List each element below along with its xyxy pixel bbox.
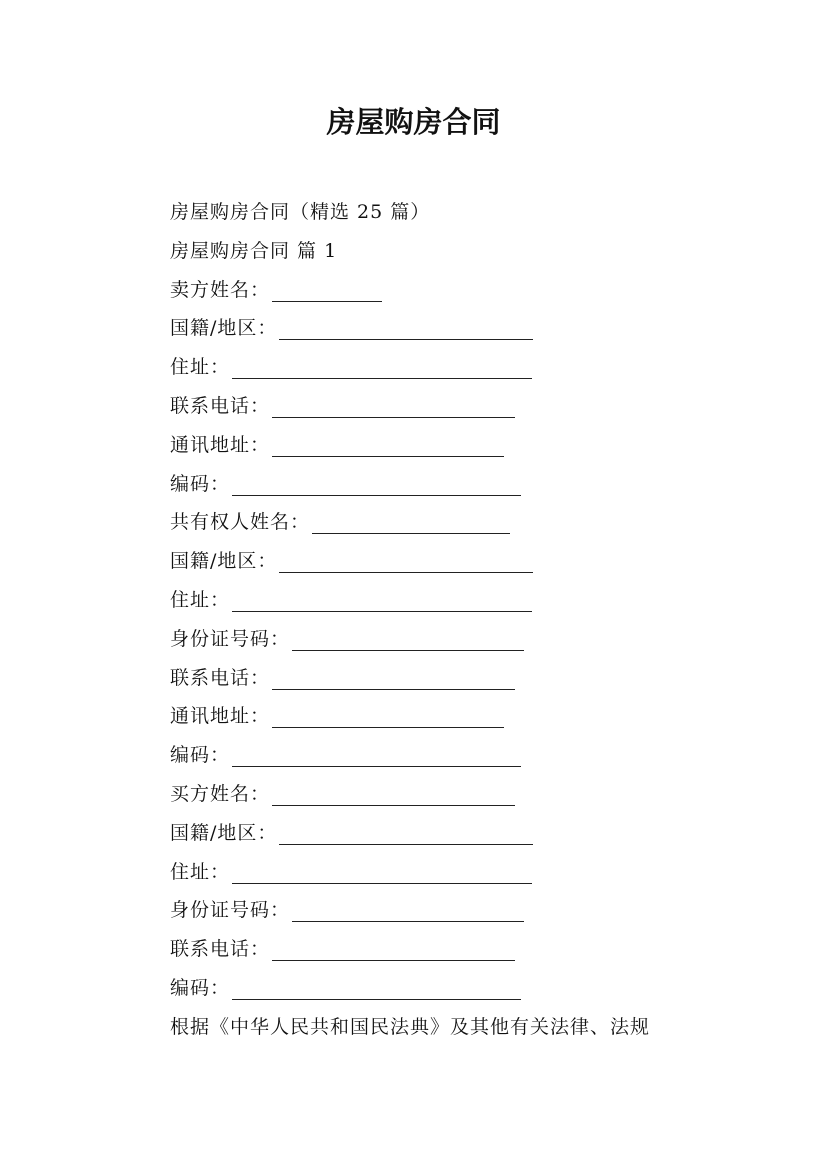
- field-label: 共有权人姓名：: [170, 511, 311, 534]
- form-field-line: [170, 620, 730, 659]
- fill-in-blank: [279, 814, 533, 845]
- paragraph-text: 房屋购房合同（精选 25 篇）: [170, 201, 431, 223]
- form-field-line: [170, 930, 730, 969]
- fill-in-blank: [312, 503, 510, 534]
- field-label: 通讯地址：: [170, 433, 271, 456]
- form-field-line: [170, 853, 730, 892]
- form-field-line: [170, 387, 730, 426]
- field-label: 通讯地址：: [170, 705, 271, 728]
- paragraph-text: 房屋购房合同 篇 1: [170, 239, 338, 262]
- fill-in-blank: [272, 930, 515, 961]
- field-label: 住址：: [170, 860, 231, 883]
- field-label: 编码：: [170, 472, 231, 495]
- field-label: 住址：: [170, 588, 231, 611]
- paragraph-text: 根据《中华人民共和国民法典》及其他有关法律、法规: [170, 1015, 651, 1038]
- field-label: 国籍/地区：: [170, 821, 278, 844]
- form-field-line: [170, 969, 730, 1008]
- fill-in-blank: [232, 853, 532, 884]
- fill-in-blank: [279, 309, 533, 340]
- form-field-line: [170, 736, 730, 775]
- form-field-line: [170, 465, 730, 504]
- text-line: [170, 193, 730, 232]
- fill-in-blank: [292, 891, 524, 922]
- form-field-line: [170, 581, 730, 620]
- fill-in-blank: [279, 542, 533, 573]
- field-label: 身份证号码：: [170, 899, 291, 922]
- fill-in-blank: [232, 581, 532, 612]
- document-title: 房屋购房合同: [326, 105, 501, 139]
- field-label: 买方姓名：: [170, 782, 271, 805]
- field-label: 编码：: [170, 976, 231, 999]
- fill-in-blank: [272, 775, 515, 806]
- form-field-line: [170, 503, 730, 542]
- form-field-line: [170, 426, 730, 465]
- field-label: 住址：: [170, 356, 231, 379]
- form-field-line: [170, 814, 730, 853]
- text-line: [170, 232, 730, 271]
- field-label: 国籍/地区：: [170, 550, 278, 573]
- fill-in-blank: [232, 969, 521, 1000]
- text-line: [170, 1008, 730, 1047]
- field-label: 联系电话：: [170, 938, 271, 961]
- fill-in-blank: [272, 697, 504, 728]
- fill-in-blank: [232, 348, 532, 379]
- fill-in-blank: [292, 620, 524, 651]
- form-field-line: [170, 659, 730, 698]
- field-label: 身份证号码：: [170, 627, 291, 650]
- form-field-line: [170, 348, 730, 387]
- fill-in-blank: [272, 387, 515, 418]
- fill-in-blank: [272, 426, 504, 457]
- form-field-line: [170, 271, 730, 310]
- form-field-line: [170, 891, 730, 930]
- fill-in-blank: [232, 465, 521, 496]
- fill-in-blank: [272, 659, 515, 690]
- fill-in-blank: [232, 736, 521, 767]
- field-label: 联系电话：: [170, 394, 271, 417]
- form-field-line: [170, 697, 730, 736]
- form-field-line: [170, 775, 730, 814]
- field-label: 联系电话：: [170, 666, 271, 689]
- form-field-line: [170, 309, 730, 348]
- form-field-line: [170, 542, 730, 581]
- field-label: 编码：: [170, 744, 231, 767]
- field-label: 卖方姓名：: [170, 278, 271, 301]
- document-body: [170, 193, 730, 1047]
- fill-in-blank: [272, 271, 382, 302]
- field-label: 国籍/地区：: [170, 317, 278, 340]
